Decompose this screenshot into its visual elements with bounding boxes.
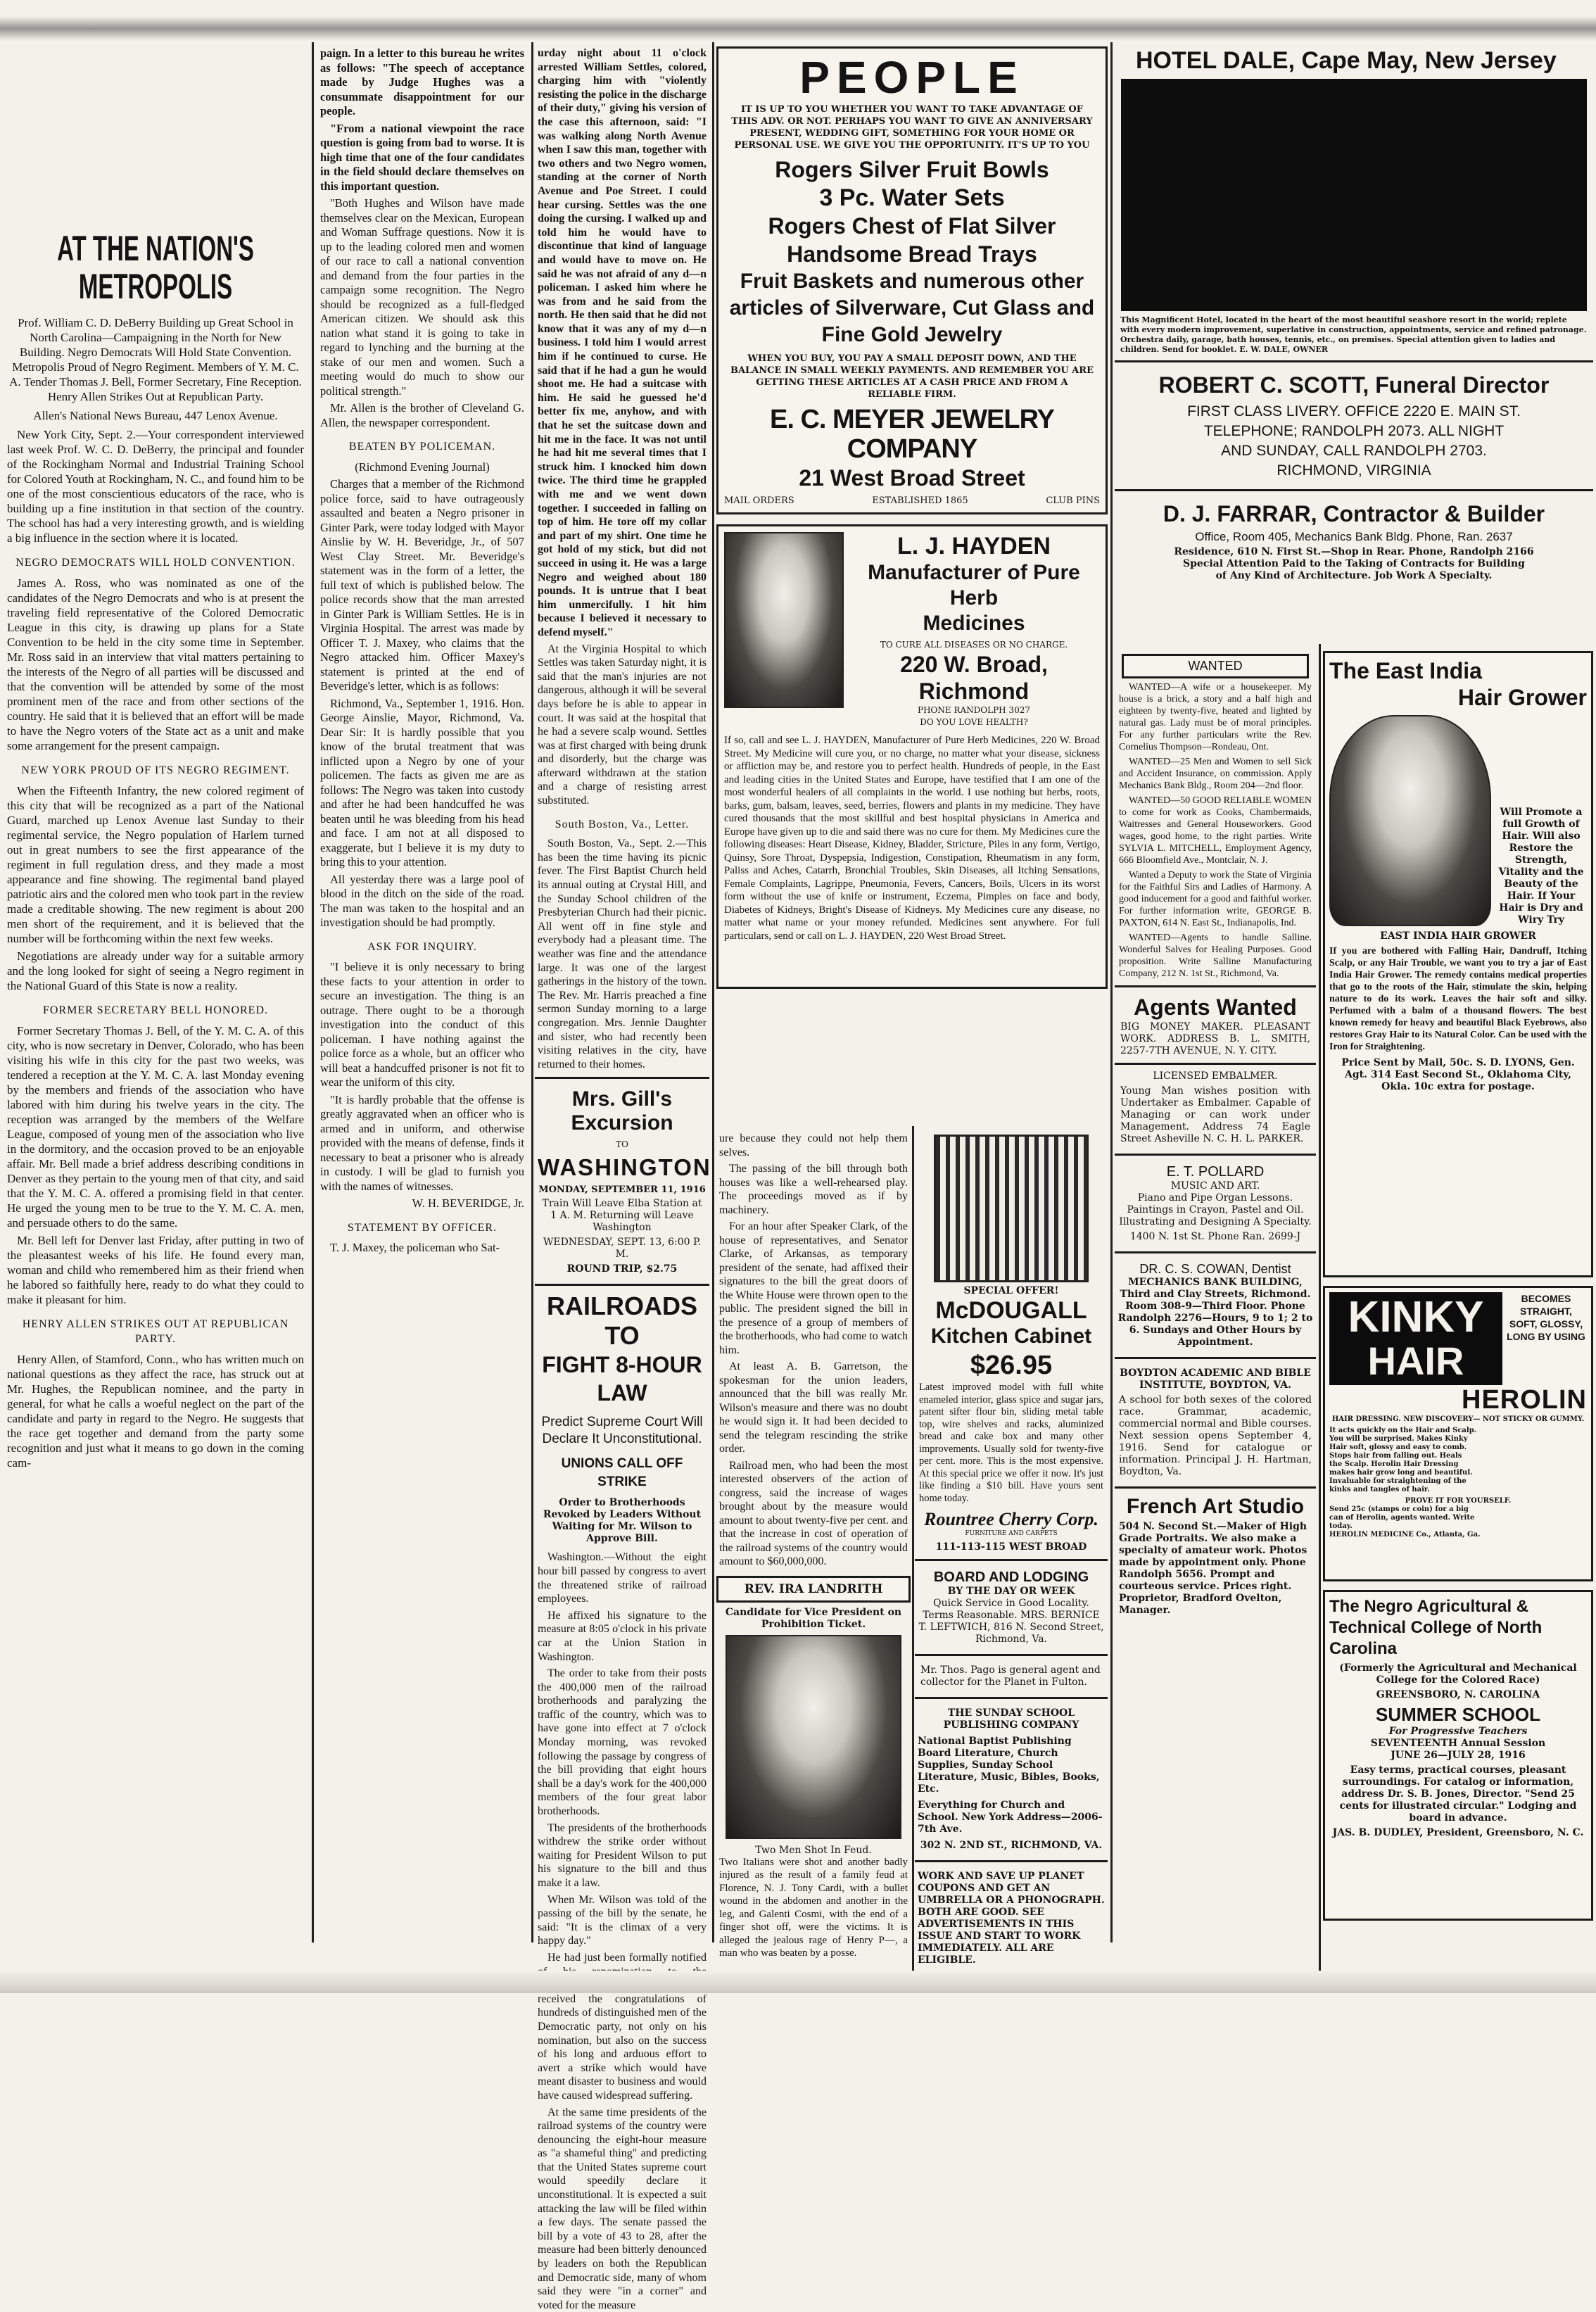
ss-address: 302 N. 2ND ST., RICHMOND, VA. bbox=[918, 1840, 1105, 1852]
club-pins: CLUB PINS bbox=[1046, 495, 1100, 507]
kinky-prove: PROVE IT FOR YOURSELF. bbox=[1329, 1497, 1587, 1505]
nc-college-ad bbox=[1323, 1590, 1593, 1921]
kinky-body: It acts quickly on the Hair and Scalp. You will be surprised. Makes Kinky Hair soft, glossy and easy to comb. Stops hair from falling out. Heals the Scalp. Herolin Hair Dressing makes hair grow long and beautiful. Invaluable for straightening of the kinks and tangles of hair. bbox=[1329, 1427, 1477, 1494]
article-body bbox=[316, 46, 528, 1256]
meyer-address: 21 West Broad Street bbox=[724, 464, 1100, 492]
paragraph: Richmond, Va., September 1, 1916. Hon. George Ainslie, Mayor, Richmond, Va. Dear Sir: It is hardly possible that you know of the brutal treatment that was inflicted upon a Negro by one of your policemen. The facts as given me are as follows: The Negro was taken into custody and after he had been handcuffed he was beaten until he was bleeding from his head and face. I am not at all disposed to exaggerate, but I believe it is my duty to bring this to your attention. bbox=[320, 697, 524, 870]
hayden-sub-1: Manufacturer of Pure Herb bbox=[848, 560, 1100, 611]
excursion-title: Mrs. Gill's Excursion bbox=[538, 1087, 707, 1135]
hayden-portrait bbox=[724, 532, 844, 708]
excursion-ad bbox=[535, 1085, 709, 1278]
paragraph: urday night about 11 o'clock arrested William Settles, colored, charging him with "violently resisting the police in the discharge of their duty," giving his version of the case this afternoon, said: "I was walking along North Avenue when I saw this man, together with two others and two Negro women, standing at the corner of North Avenue and Poe Street. I could hear cursing. Settles was the one doing the cursing. I walked up and told him he would have to discontinue that kind of language and would have to move on. He said he was not afraid of any d—n policeman. I asked him where he was from and he said from the north. He then said that he did not know that it was any of my d—n business. I told him I would arrest him if he continued to curse. He said that if he had a gun he would shoot me. He had a suitcase with him. He said he guessed he'd better fix me, anyhow, and with that he set the suitcase down and hit me in the face. It was not until he had hit me several times that I struck him. I knocked him down twice. The third time he grappled with me and we went down together. I succeeded in falling on top of him. He tore off my collar and part of my shirt. One time he got hold of my stick, but did not succeed in using it. He was a large Negro and weighed about 180 pounds. It is untrue that I beat him unmercifully. I hit him because I believed it necessary to defend myself." bbox=[538, 46, 707, 640]
article-deck bbox=[3, 315, 308, 404]
agents-body: BIG MONEY MAKER. PLEASANT WORK. ADDRESS B. L. SMITH, 2257-7TH AVENUE, N. Y. CITY. bbox=[1115, 1021, 1316, 1057]
cowan-body: MECHANICS BANK BUILDING, Third and Clay Streets, Richmond. Room 308-9—Third Floor. Phone Randolph 2276—Hours, 9 to 1; 2 to 6. Sundays and Other Hours by Appointment. bbox=[1117, 1277, 1313, 1348]
divider bbox=[1115, 1251, 1316, 1253]
rountree-logo: Rountree Cherry Corp. bbox=[915, 1509, 1108, 1530]
railroad-article bbox=[535, 1291, 709, 2312]
column-rule bbox=[1319, 644, 1321, 1971]
paragraph: The order to take from their posts the 400,000 men of the railroad brotherhoods and paralyzing the traffic of the country, which was to have gone into effect at 7 o'clock Monday morning, was revoked following the passage by congress of the bill providing that eight hours shall be a day's work for the 400,000 members of the four great labor brotherhoods. bbox=[538, 1667, 707, 1819]
paragraph: paign. In a letter to this bureau he writes as follows: "The speech of acceptance made by Judge Hughes was a consummate disappointment for our people. bbox=[320, 46, 524, 119]
mcdougall-body: Latest improved model with full white enameled interior, glass spice and sugar jars, patent sifter flour bin, sliding metal table top, wire shelves and racks, aluminized bread and cake box and many other improvements. Usually sold for twenty-five per cent. more. This is the most expensive. At this special price we offer it now. It's just like finding a $10 bill. Have yours sent home today. bbox=[915, 1382, 1108, 1505]
subhead: NEGRO DEMOCRATS WILL HOLD CONVENTION. bbox=[7, 555, 304, 570]
bottom-edge bbox=[0, 1971, 1596, 1993]
signature: W. H. BEVERIDGE, Jr. bbox=[320, 1196, 524, 1211]
east-india-title-1: The East India bbox=[1329, 657, 1587, 684]
rr-headline-2: FIGHT 8-HOUR LAW bbox=[538, 1351, 707, 1407]
nc-body: Easy terms, practical courses, pleasant surroundings. For catalog or information, address Dr. S. B. Jones, Director. "Send 25 cents for illustrated circular." Lodging and board in advance. bbox=[1329, 1764, 1587, 1824]
column-5 bbox=[915, 1132, 1108, 1976]
rr-deck-1: Predict Supreme Court Will Declare It Unconstitutional. bbox=[538, 1414, 707, 1448]
hayden-phone: PHONE RANDOLPH 3027 bbox=[848, 705, 1100, 716]
paragraph: T. J. Maxey, the policeman who Sat- bbox=[320, 1241, 524, 1256]
woman-portrait bbox=[1329, 715, 1491, 926]
paragraph: James A. Ross, who was nominated as one of the candidates of the Negro Democrats and who is at present the traveling field representative of the Colored Democratic League in this city, is drawing up plans for a State Convention to be held in the city some time in September. Mr. Ross said in an interview that vital matters pertaining to the interests of the Negro of all parties will be discussed and that the convention will be attended by some of the most prominent men of the race and from other sections of the country. He said that it is believed that an effort will be made to have the Negro voters of the State act as a unit and make some arrangement for the present campaign. bbox=[7, 576, 304, 753]
mail-orders: MAIL ORDERS bbox=[724, 495, 794, 507]
hotel-caption: This Magnificent Hotel, located in the heart of the most beautiful seashore resort in the world; replete with every modern improvement, superlative in construction, appointments, service and refined patronage. Orchestra daily, garage, bath houses, tennis, etc., on premises. Special attention given to ladies and children. Send for booklet. E. W. DALE, OWNER bbox=[1115, 315, 1593, 355]
hotel-photo bbox=[1121, 79, 1587, 311]
farrar-name: D. J. FARRAR, Contractor & Builder bbox=[1117, 500, 1590, 528]
paragraph: Mr. Bell left for Denver last Friday, after putting in two of the pleasantest weeks of his life. He found every man, woman and child who remembered him as their friend when he labored so faithfully here, ready to do what they could to make it pleasant for him. bbox=[7, 1233, 304, 1307]
column-7 bbox=[1323, 651, 1593, 1974]
pollard-name: E. T. POLLARD bbox=[1117, 1164, 1313, 1180]
paragraph: South Boston, Va., Sept. 2.—This has been the time having its picnic fever. The First Baptist Church held its annual outing at Crystal Hill, and the Sunday School children of the Presbyterian Church had their picnic. All went off in fine style and everybody had a pleasant time. The weather was fine and the attendance large. It was one of the largest gatherings in the history of the town. The Rev. Mr. Harris preached a fine sermon Sunday morning to a large congregation. Mrs. Jennie Daughter and sister, who had recently been visiting relatives in the city, have returned to their homes. bbox=[538, 837, 707, 1071]
item-2: 3 Pc. Water Sets bbox=[724, 184, 1100, 212]
paragraph: The passing of the bill through both houses was like a well-rehearsed play. The proceedings moved as if by machinery. bbox=[719, 1162, 908, 1217]
paragraph: Charges that a member of the Richmond police force, said to have outrageously assaulted and beaten a Negro prisoner in Ginter Park, were today lodged with Mayor Ainslie by W. H. Beveridge, Jr., of 507 West Clay Street. Mr. Beveridge's statement was in the form of a letter, the full text of which is published below. The police records show that the man arrested in Ginter Park is William Settles. He is in Virginia Hospital. The arrest was made by Officer T. J. Maxey, who claims that the Negro attacked him. Officer Maxey's statement is printed at the end of Beveridge's letter, which is as follows: bbox=[320, 477, 524, 694]
board-ad bbox=[915, 1567, 1108, 1648]
paragraph: Henry Allen, of Stamford, Conn., who has written much on national questions as they affect the race, has struck out at Mr. Hughes, the Republican nominee, and the party in general, for what he calls a woeful neglect on the part of the candidate and party in regard to the Negro. He suggests that the race get together and demand from the party some recognition and just what it means to go down in the coming cam- bbox=[7, 1352, 304, 1470]
divider bbox=[915, 1697, 1108, 1699]
listing: Wanted a Deputy to work the State of Virginia for the Faithful Sirs and Ladies of Harmony. A good inducement for a good and faithful worker. For further information write, GEORGE B. PAXTON, 614 N. East St., Indianapolis, Ind. bbox=[1119, 869, 1312, 929]
column-4-bottom bbox=[716, 1132, 911, 1976]
boydton-body: A school for both sexes of the colored race. Grammar, academic, commercial normal and Bible courses. Next session opens September 4, 1916. Send for catalogue or information. Principal J. H. Hartman, Boydton, Va. bbox=[1119, 1394, 1312, 1478]
listing: WANTED—A wife or a housekeeper. My house is a brick, a story and a half high and eighteen by twenty-five, heated and lighted by natural gas. Lady must be of moral principles. For any further particulars write the Rev. Cornelius Thompson—Rondeau, Ont. bbox=[1119, 681, 1312, 753]
rr-headline-1: RAILROADS TO bbox=[538, 1291, 707, 1351]
divider bbox=[1115, 1357, 1316, 1359]
pollard-ad bbox=[1115, 1161, 1316, 1246]
item-3: Rogers Chest of Flat Silver bbox=[724, 212, 1100, 240]
paragraph: When the Fifteenth Infantry, the new colored regiment of this city that will be recognized as a part of the National Guard, marched up Lenox Avenue last Sunday to their regimental service, the Negro population of Harlem turned out in great numbers to see the first appearance of the regiment in full regulation dress, and they made a most appearance and fine showing. The regimental band played patriotic airs and the colored men who took part in the review made a creditable showing. The new regiment is about 200 men short of the requirement, and it is believed that the number will be forthcoming within the next few weeks. bbox=[7, 783, 304, 946]
paragraph: "From a national viewpoint the race question is going from bad to worse. It is high time that one of the four candidates in the field should declare themselves on this important question. bbox=[320, 122, 524, 194]
people-intro: IT IS UP TO YOU WHETHER YOU WANT TO TAKE ADVANTAGE OF THIS ADV. OR NOT. PERHAPS YOU WANT TO GIVE AN ANNIVERSARY PRESENT, WEDDING GIFT, SOMETHING FOR YOUR HOME OR PERSONAL USE. WE GIVE YOU THE OPPORTUNITY. IT'S UP TO YOU bbox=[730, 103, 1094, 151]
paragraph: Railroad men, who had been the most interested observers of the action of congress, said the increase of wages brought about by the measure would amount to about twenty-five per cent. and that the increase in cost of operation of the railroad systems of the country would amount to $60,000,000. bbox=[719, 1459, 908, 1569]
excursion-fare: ROUND TRIP, $2.75 bbox=[538, 1263, 707, 1275]
paragraph: At the Virginia Hospital to which Settles was taken Saturday night, it is said that the man's injuries are not dangerous, although it will be several days before he is able to appear in court. It was said at the hospital that he had a severe scalp wound. Settles was at first charged with being drunk and disorderly, but the charge was afterward withdrawn at the station and a charge of resisting arrest substituted. bbox=[538, 643, 707, 808]
people-ad bbox=[716, 46, 1108, 514]
meyer-footer bbox=[724, 495, 1100, 507]
ss-body-2: Everything for Church and School. New York Address—2006-7th Ave. bbox=[918, 1800, 1105, 1836]
board-sub: BY THE DAY OR WEEK bbox=[918, 1586, 1105, 1598]
rr-deck-3: Order to Brotherhoods Revoked by Leaders Without Waiting for Mr. Wilson to Approve Bill. bbox=[538, 1497, 707, 1545]
embalmer-body: Young Man wishes position with Undertaker as Embalmer. Capable of Managing or can work under Management. Address 74 Eagle Street Asheville N. C. H. L. PARKER. bbox=[1115, 1082, 1316, 1148]
people-title: PEOPLE bbox=[724, 54, 1100, 101]
nc-session: SEVENTEENTH Annual Session bbox=[1329, 1738, 1587, 1750]
wanted-header bbox=[1122, 654, 1309, 678]
subhead: HENRY ALLEN STRIKES OUT AT REPUBLICAN PARTY. bbox=[7, 1317, 304, 1346]
paragraph: At least A. B. Garretson, the spokesman for the union leaders, announced that the bill was really Mr. Wilson's measure and there was no doubt he would sign it. It had been decided to send the telegram rescinding the strike order. bbox=[719, 1360, 908, 1456]
hayden-cure: TO CURE ALL DISEASES OR NO CHARGE. bbox=[848, 639, 1100, 651]
farrar-line-1: Office, Room 405, Mechanics Bank Bldg. Phone, Ran. 2637 bbox=[1117, 528, 1590, 546]
divider bbox=[1115, 1063, 1316, 1065]
article-body bbox=[3, 408, 308, 1470]
nc-dates: JUNE 26—JULY 28, 1916 bbox=[1329, 1750, 1587, 1762]
hayden-name: L. J. HAYDEN bbox=[848, 532, 1100, 560]
landrith-caption: Candidate for Vice President on Prohibition Ticket. bbox=[716, 1607, 911, 1631]
paragraph: He had just been formally notified received the congratulations of hundreds of distinguished men of the Democratic party, not only on his nomination, but also on the success of his long and arduous effort to avert a strike which would have meant disaster to business and would have caused widespread suffering. bbox=[538, 1951, 707, 2103]
divider bbox=[915, 1654, 1108, 1656]
rr-body bbox=[538, 1550, 707, 2312]
subhead: BEATEN BY POLICEMAN. bbox=[320, 440, 524, 455]
paragraph: "I believe it is only necessary to bring these facts to your attention in order to secure an investigation. The thing is an outrage. There ought to be a thorough investigation into the conduct of this policeman. I have nothing against the police force as a whole, but an officer who will beat a handcuffed prisoner is not fit to wear the uniform of this city. bbox=[320, 960, 524, 1090]
rountree-sub: FURNITURE AND CARPETS bbox=[915, 1530, 1108, 1537]
paragraph: Washington.—Without the eight hour bill passed by congress to avert the threatened strike of railroad employees. bbox=[538, 1550, 707, 1605]
boydton-title: BOYDTON ACADEMIC AND BIBLE INSTITUTE, BOYDTON, VA. bbox=[1119, 1367, 1312, 1391]
divider bbox=[1115, 489, 1593, 491]
agents-title: Agents Wanted bbox=[1115, 993, 1316, 1021]
column-2 bbox=[316, 46, 528, 1975]
hair-word: HAIR bbox=[1332, 1340, 1500, 1382]
people-terms: WHEN YOU BUY, YOU PAY A SMALL DEPOSIT DOWN, AND THE BALANCE IN SMALL WEEKLY PAYMENTS. AND REMEMBER YOU ARE GETTING THESE ARTICLES AT A CASH PRICE AND FROM A RELIABLE FIRM. bbox=[728, 353, 1096, 400]
paragraph: Former Secretary Thomas J. Bell, of the Y. M. C. A. of this city, who is now secretary in Denver, Colorado, who has been visiting his wife in this city for the past two weeks, was tendered a reception at the Y. M. C. A. last Monday evening by the members and friends of the association who have labored with him during his twelve years in the city. The reception was arranged by the members of the Welfare League, composed of young men of the association who live in the dormitory, and the occasion proved to be an enjoyable affair. Mr. Bell made a brief address describing conditions in Denver as they pertain to the young men of that city, and said that the Y. M. C. A. offered a promising field in that center. He urged the young men to be true to the Y. M. C. A. men, and persuade others to do the same. bbox=[7, 1023, 304, 1230]
wanted-title: WANTED bbox=[1127, 659, 1304, 674]
dateline: Allen's National News Bureau, 447 Lenox Avenue. bbox=[7, 408, 304, 423]
landrith-portrait bbox=[726, 1635, 901, 1839]
cowan-name: DR. C. S. COWAN, Dentist bbox=[1117, 1262, 1313, 1277]
ss-title: THE SUNDAY SCHOOL PUBLISHING COMPANY bbox=[918, 1707, 1105, 1731]
work-save-notice: WORK AND SAVE UP PLANET COUPONS AND GET AN UMBRELLA OR A PHONOGRAPH. BOTH ARE GOOD. SEE ADVERTISEMENTS IN THIS ISSUE AND START TO WORK IMMEDIATELY. ALL ARE ELIGIBLE. bbox=[915, 1868, 1108, 1969]
east-india-body: If you are bothered with Falling Hair, Dandruff, Itching Scalp, or any Hair Trouble, we want you to try a jar of East India Hair Grower. The remedy contains medical properties that go to the roots of the Hair, stimulate the skin, helping nature to do its work. Leaves the hair soft and silky. Perfumed with a balm of a thousand flowers. The best known remedy for heavy and beautiful Black Eyebrows, also restores Gray Hair to its Natural Color. Can be used with the Iron for Straightening. bbox=[1329, 945, 1587, 1053]
hayden-ad bbox=[716, 524, 1108, 989]
top-edge bbox=[0, 0, 1596, 41]
paragraph: Mr. Allen is the brother of Cleveland G. Allen, the newspaper correspondent. bbox=[320, 401, 524, 430]
item-5: Fruit Baskets and numerous other articles of Silverware, Cut Glass and Fine Gold Jewelry bbox=[724, 268, 1100, 348]
kinky-title bbox=[1329, 1292, 1502, 1385]
landrith-box bbox=[716, 1576, 911, 1603]
feud-headline: Two Men Shot In Feud. bbox=[716, 1845, 911, 1856]
rr-deck-2: UNIONS CALL OFF STRIKE bbox=[538, 1455, 707, 1491]
wanted-listings bbox=[1115, 681, 1316, 980]
herolin-brand: HEROLIN bbox=[1329, 1385, 1587, 1415]
east-india-price: Price Sent by Mail, 50c. S. D. LYONS, Gen. Agt. 314 East Second St., Oklahoma City, Okla. 10c extra for postage. bbox=[1329, 1057, 1587, 1093]
divider bbox=[535, 1077, 709, 1079]
paragraph: For an hour after Speaker Clark, of the house of representatives, and Senator Clarke, of Arkansas, as temporary president of the senate, had affixed their signatures to the bill the great doors of the White House were thrown open to the public. The president signed the bill in the presence of a group of members of the brotherhoods, who had come to watch him. bbox=[719, 1220, 908, 1357]
item-4: Handsome Bread Trays bbox=[724, 240, 1100, 268]
paragraph: He affixed his signature to the measure at 8:05 o'clock in his private car at the Union Station in Washington. bbox=[538, 1609, 707, 1664]
kinky-tag: HAIR DRESSING. NEW DISCOVERY— NOT STICKY OR GUMMY. bbox=[1329, 1415, 1587, 1424]
kinky-word: KINKY bbox=[1332, 1295, 1500, 1340]
column-rule bbox=[1110, 42, 1113, 1943]
excursion-text: Train Will Leave Elba Station at 1 A. M. Returning will Leave Washington bbox=[538, 1198, 707, 1234]
headline-line-1: AT THE NATION'S bbox=[55, 229, 256, 267]
paragraph: Negotiations are already under way for a suitable armory and the long looked for sight of seeing a Negro regiment in the National Guard of this State is now a reality. bbox=[7, 949, 304, 993]
mcdougall-price: $26.95 bbox=[915, 1349, 1108, 1382]
paragraph: "Both Hughes and Wilson have made themselves clear on the Mexican, European and Woman Suffrage questions. Now it is up to the leading colored men and women of our race to call a national convention and demand from the four parties in the campaign some recognition. The Negro should be recognized as a full-fledged American citizen. We should ask this nation what stand it is going to take in regard to lynching and the burning at the stake of our men and women. Such a meeting would do much to show our political strength." bbox=[320, 196, 524, 398]
kitchen-cabinet-icon bbox=[934, 1135, 1089, 1282]
divider bbox=[1115, 1154, 1316, 1156]
pollard-body: Piano and Pipe Organ Lessons. Paintings in Crayon, Pastel and Oil. Illustrating and Designing A Specialty. bbox=[1117, 1192, 1313, 1228]
special-offer: SPECIAL OFFER! bbox=[915, 1285, 1108, 1297]
cowan-ad bbox=[1115, 1259, 1316, 1351]
boydton-ad bbox=[1115, 1365, 1316, 1481]
excursion-return: WEDNESDAY, SEPT. 13, 6:00 P. M. bbox=[538, 1237, 707, 1261]
french-title: French Art Studio bbox=[1115, 1494, 1316, 1520]
east-india-ad bbox=[1323, 651, 1593, 1277]
deck-text: Prof. William C. D. DeBerry Building up Great School in North Carolina—Campaigning in the North for New Building. Negro Democrats Will Hold State Convention. Metropolis Proud of Negro Regiment. Members of Y. M. C. A. Tender Thomas J. Bell, Former Secretary, Fine Reception. Henry Allen Strikes Out at Republican Party. bbox=[7, 315, 304, 404]
article-body bbox=[535, 46, 709, 1071]
ss-body: National Baptist Publishing Board Literature, Church Supplies, Sunday School Literature, Music, Bibles, Books, Etc. bbox=[918, 1736, 1105, 1795]
paragraph: At the same time presidents of the railroad systems of the country were denouncing the eight-hour measure as "a shameful thing" and predicting that the United States supreme court would speedily declare it unconstitutional. It is expected a suit attacking the law will be filed within a few days. The senate passed the bill by a vote of 43 to 28, after the measure had been bitterly denounced by leaders on both the Republican and Democratic side, many of whom said they were "in a corner" and voted for the measure bbox=[538, 2106, 707, 2312]
divider bbox=[1115, 985, 1316, 987]
column-6-top bbox=[1115, 46, 1593, 680]
nc-sub: (Formerly the Agricultural and Mechanical College for the Colored Race) bbox=[1329, 1662, 1587, 1686]
subhead: FORMER SECRETARY BELL HONORED. bbox=[7, 1003, 304, 1018]
board-body: Quick Service in Good Locality. Terms Reasonable. MRS. BERNICE T. LEFTWICH, 816 N. Second Street, Richmond, Va. bbox=[918, 1598, 1105, 1645]
nc-summer: SUMMER SCHOOL bbox=[1329, 1704, 1587, 1726]
pollard-address: 1400 N. 1st St. Phone Ran. 2699-J bbox=[1117, 1231, 1313, 1243]
subhead: ASK FOR INQUIRY. bbox=[320, 940, 524, 955]
nc-sign: JAS. B. DUDLEY, President, Greensboro, N. C. bbox=[1329, 1827, 1587, 1839]
listing: WANTED—25 Men and Women to sell Sick and Accident Insurance, on commission. Apply Mechanics Bank Bldg., Room 204—2nd floor. bbox=[1119, 756, 1312, 792]
feud-body: Two Italians were shot and another badly injured as the result of a family feud at Florence, N. J. Tony Cardi, with a bullet wound in the abdomen and another in the leg, and Galenti Cosmi, with the end of a finger shot off, were the victims. It is alleged the jealous rage of Henry P—, a man who was beaten by a posse. bbox=[716, 1856, 911, 1960]
rountree-address: 111-113-115 WEST BROAD bbox=[915, 1541, 1108, 1553]
column-rule bbox=[912, 1126, 914, 1971]
column-rule bbox=[712, 42, 714, 1943]
sunday-school-ad bbox=[915, 1705, 1108, 1855]
pollard-sub: MUSIC AND ART. bbox=[1117, 1180, 1313, 1192]
board-title: BOARD AND LODGING bbox=[918, 1569, 1105, 1586]
paragraph: New York City, Sept. 2.—Your correspondent interviewed last week Prof. W. C. D. DeBerry, the principal and founder of the Rockingham Normal and Industrial Training School for Colored Youth at Rockingham, N. C., and found him to be one of the most conscientious educators of the race, who is building up a fine institution in that section of the country. The school has had a very interesting growth, and is wielding a big influence in the section where it is located. bbox=[7, 427, 304, 545]
scott-ad bbox=[1115, 368, 1593, 484]
headline bbox=[3, 229, 308, 305]
column-rule bbox=[531, 42, 533, 1943]
hotel-title: HOTEL DALE, Cape May, New Jersey bbox=[1115, 46, 1593, 75]
scott-line-1: FIRST CLASS LIVERY. OFFICE 2220 E. MAIN ST. bbox=[1117, 402, 1590, 422]
farrar-ad bbox=[1115, 497, 1593, 585]
article-continued bbox=[716, 1132, 911, 1569]
farrar-line-4: of Any Kind of Architecture. Job Work A Specialty. bbox=[1117, 570, 1590, 582]
east-india-title-2: Hair Grower bbox=[1329, 684, 1587, 711]
subhead: STATEMENT BY OFFICER. bbox=[320, 1221, 524, 1236]
nc-for: For Progressive Teachers bbox=[1329, 1726, 1587, 1738]
east-india-side: Will Promote a full Growth of Hair. Will also Restore the Strength, Vitality and the Beauty of the Hair. If Your Hair is Dry and Wiry Try bbox=[1491, 807, 1587, 926]
column-3 bbox=[535, 46, 709, 1975]
pago-notice: Mr. Thos. Pago is general agent and collector for the Planet in Fulton. bbox=[915, 1662, 1108, 1691]
mcdougall-name: McDOUGALL bbox=[915, 1297, 1108, 1324]
mcdougall-product: Kitchen Cabinet bbox=[915, 1324, 1108, 1349]
source-line: (Richmond Evening Journal) bbox=[320, 460, 524, 475]
farrar-line-2: Residence, 610 N. First St.—Shop in Rear. Phone, Randolph 2166 bbox=[1117, 546, 1590, 558]
divider bbox=[915, 1860, 1108, 1862]
scott-line-2: TELEPHONE; RANDOLPH 2073. ALL NIGHT bbox=[1117, 422, 1590, 441]
item-1: Rogers Silver Fruit Bowls bbox=[724, 156, 1100, 184]
landrith-name: REV. IRA LANDRITH bbox=[723, 1582, 904, 1596]
column-1 bbox=[3, 225, 308, 1971]
scott-name: ROBERT C. SCOTT, Funeral Director bbox=[1117, 371, 1590, 399]
column-4-top bbox=[716, 46, 1108, 1116]
headline-line-2: METROPOLIS bbox=[55, 267, 256, 305]
nc-title: The Negro Agricultural & Technical College of North Carolina bbox=[1329, 1596, 1587, 1660]
excursion-date: MONDAY, SEPTEMBER 11, 1916 bbox=[538, 1185, 707, 1195]
column-rule bbox=[312, 42, 314, 1943]
hayden-question: DO YOU LOVE HEALTH? bbox=[848, 716, 1100, 728]
subhead: NEW YORK PROUD OF ITS NEGRO REGIMENT. bbox=[7, 763, 304, 778]
paragraph: "It is hardly probable that the offense is greatly aggravated when an officer who is armed and in uniform, and otherwise provided with the means of defense, finds it necessary to beat a prisoner who is already in custody. I will be glad to furnish you with the names of witnesses. bbox=[320, 1093, 524, 1194]
divider bbox=[1115, 1486, 1316, 1489]
embalmer-title: LICENSED EMBALMER. bbox=[1115, 1070, 1316, 1082]
divider bbox=[1115, 360, 1593, 362]
hayden-sub-2: Medicines bbox=[848, 611, 1100, 636]
kinky-send: Send 25c (stamps or coin) for a big can of Herolin, agents wanted. Write today. bbox=[1329, 1505, 1477, 1531]
subhead: South Boston, Va., Letter. bbox=[538, 818, 707, 832]
hayden-address: 220 W. Broad, Richmond bbox=[848, 651, 1100, 705]
scott-line-3: AND SUNDAY, CALL RANDOLPH 2703. bbox=[1117, 441, 1590, 461]
hayden-body: If so, call and see L. J. HAYDEN, Manufacturer of Pure Herb Medicines, 220 W. Broad Street. My Medicine will cure you, or no charge, no matter what your disease, sickness or affliction may be, and restore you to perfect health. Hundreds of people, in the East and leading cities in the United States and Europe, have testified that I am one of the most wonderful healers of all complaints in the world. I use nothing but herbs, roots, barks, gum, balsam, leaves, seed, berries, flowers and plants in my medicine. They have cured thousands that the most skillful and best hospital physicians in America and Europe have given up to die and said there was no cure for them. My Medicines cure the following diseases: Heart Disease, Kidney, Bladder, Stricture, Piles in any form, Vertigo, Quinsy, Sore Throat, Dyspepsia, Indigestion, Constipation, Rheumatism in any form, Paliss and Aches, Catarrh, Bronchial Troubles, Skin Diseases, all Itching Sensations, Female Complaints, Lagrippe, Pneumonia, Fevers, Cancers, Boils, Ulcers in its worst form without the use of knife or instrument, Eczema, Pimples on face and body, Diabetes of Kidneys, Bright's Disease of Kidneys. My Medicines cure any disease, no matter what name or your money refunded. Medicines sent anywhere. For full particulars, send or call on L. J. HAYDEN, 220 West Broad Street. bbox=[724, 734, 1100, 942]
meyer-name: E. C. MEYER JEWELRY COMPANY bbox=[724, 405, 1100, 464]
paragraph: ure because they could not help them selves. bbox=[719, 1132, 908, 1159]
listing: WANTED—50 GOOD RELIABLE WOMEN to come for work as Cooks, Chambermaids, Waitresses and General Houseworkers. Good wages, good home, to the right parties. Write SYLVIA L. MITCHELL, Employment Agency, 666 Bloomfield Ave., Montclair, N. J. bbox=[1119, 795, 1312, 866]
listing: WANTED—Agents to handle Salline. Wonderful Salves for Healing Purposes. Good proposition. Write Salline Manufacturing Company, 212 N. 1st St., Richmond, Va. bbox=[1119, 932, 1312, 980]
excursion-city: WASHINGTON bbox=[538, 1154, 707, 1182]
kinky-sub: BECOMES STRAIGHT, SOFT, GLOSSY, LONG BY USING bbox=[1502, 1292, 1587, 1385]
kinky-hair-ad bbox=[1323, 1286, 1593, 1581]
east-india-name: EAST INDIA HAIR GROWER bbox=[1329, 930, 1587, 942]
scott-line-4: RICHMOND, VIRGINIA bbox=[1117, 461, 1590, 481]
kinky-company: HEROLIN MEDICINE Co., Atlanta, Ga. bbox=[1329, 1531, 1587, 1539]
established: ESTABLISHED 1865 bbox=[872, 495, 968, 507]
nc-city: GREENSBORO, N. CAROLINA bbox=[1329, 1689, 1587, 1701]
paragraph: All yesterday there was a large pool of blood in the ditch on the side of the road. The man was taken to the hospital and an investigation should be had promptly. bbox=[320, 873, 524, 930]
column-6 bbox=[1115, 651, 1316, 1974]
excursion-to: TO bbox=[538, 1139, 707, 1149]
french-body: 504 N. Second St.—Maker of High Grade Portraits. We also make a specialty of amateur work. Photos made by appointment only. Phone Randolph 5656. Prompt and courteous service. Prices right. Proprietor, Bradford Ovelton, Manager. bbox=[1115, 1520, 1316, 1618]
paragraph: The presidents of the brotherhoods withdrew the strike order without waiting for President Wilson to put his signature to the bill and thus make it a law. bbox=[538, 1821, 707, 1890]
divider bbox=[915, 1559, 1108, 1561]
farrar-line-3: Special Attention Paid to the Taking of Contracts for Building bbox=[1117, 558, 1590, 570]
paragraph: When Mr. Wilson was told of the passing of the bill by the senate, he said: "It is the climax of a very happy day." bbox=[538, 1893, 707, 1948]
divider bbox=[535, 1284, 709, 1286]
